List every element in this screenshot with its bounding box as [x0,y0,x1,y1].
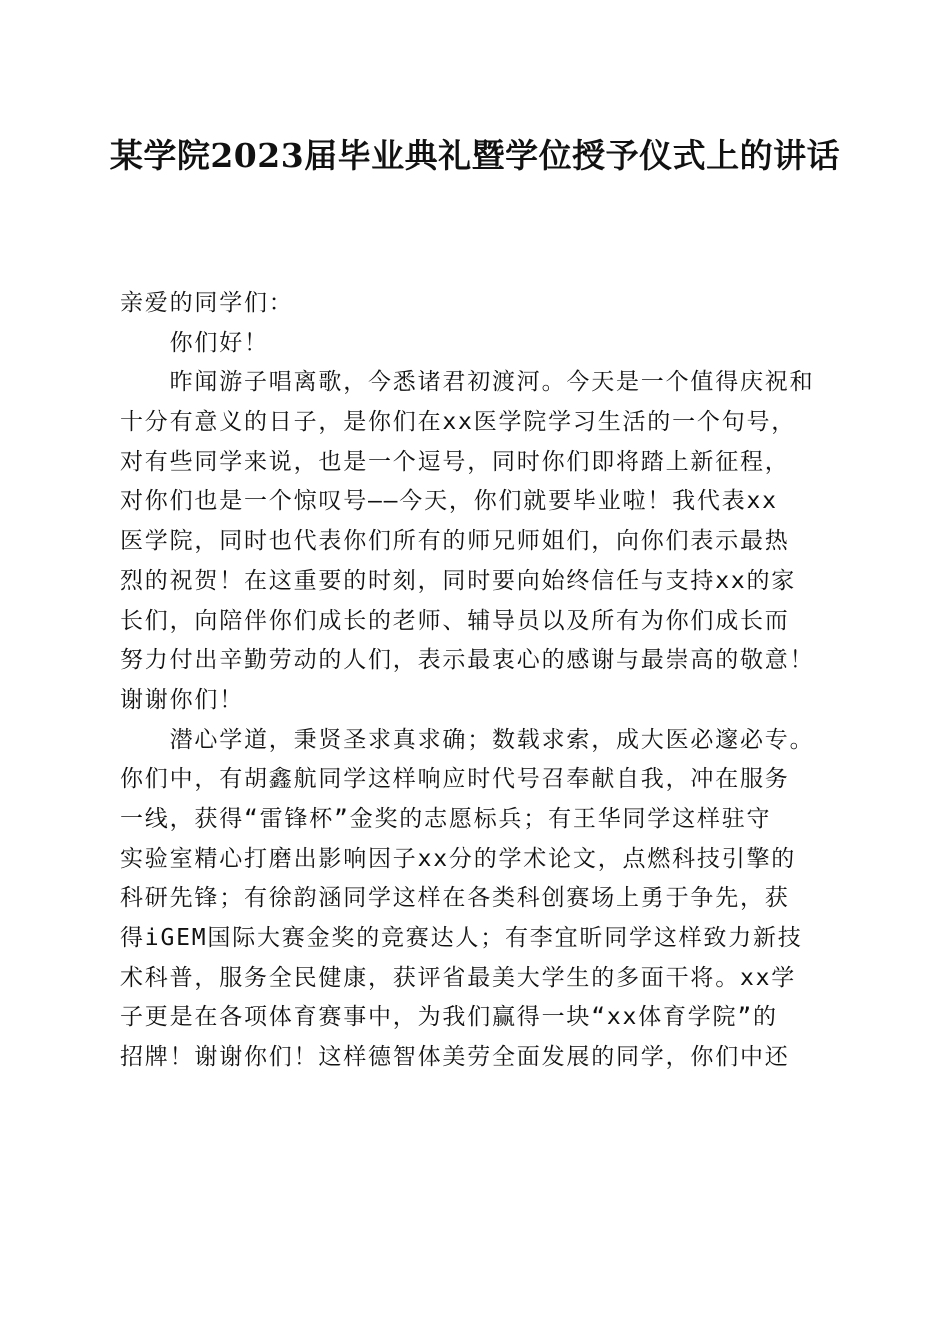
body-line: 招牌！谢谢你们！这样德智体美劳全面发展的同学，你们中还 [120,1044,790,1071]
body-line: 实验室精心打磨出影响因子xx分的学术论文，点燃科技引擎的 [120,845,797,872]
body-line: 你们好！ [120,329,269,356]
page-title: 某学院2023届毕业典礼暨学位授予仪式上的讲话 [109,136,841,175]
body-line: 一线，获得“雷锋杯”金奖的志愿标兵；有王华同学这样驻守 [120,805,772,832]
body-line: 努力付出辛勤劳动的人们，表示最衷心的感谢与最崇高的敬意！ [120,647,815,674]
body-line: 昨闻游子唱离歌，今悉诸君初渡河。今天是一个值得庆祝和 [120,369,815,396]
body-line: 对你们也是一个惊叹号——今天，你们就要毕业啦！我代表xx [120,488,778,515]
body-line: 术科普，服务全民健康，获评省最美大学生的多面干将。xx学 [120,964,797,991]
body-line: 十分有意义的日子，是你们在xx医学院学习生活的一个句号， [120,409,797,436]
body-line: 谢谢你们！ [120,686,244,713]
document-body [120,284,840,1078]
body-line: 烈的祝贺！在这重要的时刻，同时要向始终信任与支持xx的家 [120,567,797,594]
body-line: 亲爱的同学们： [120,290,294,316]
body-line: 得iGEM国际大赛金奖的竞赛达人；有李宜昕同学这样致力新技 [120,925,803,951]
body-line: 对有些同学来说，也是一个逗号，同时你们即将踏上新征程， [120,448,790,475]
body-line: 长们，向陪伴你们成长的老师、辅导员以及所有为你们成长而 [120,607,790,634]
body-line: 你们中，有胡鑫航同学这样响应时代号召奉献自我，冲在服务 [120,766,790,793]
body-line: 医学院，同时也代表你们所有的师兄师姐们，向你们表示最热 [120,528,790,555]
body-line: 科研先锋；有徐韵涵同学这样在各类科创赛场上勇于争先，获 [120,885,790,912]
body-line: 潜心学道，秉贤圣求真求确；数载求索，成大医必邃必专。 [120,726,815,753]
body-line: 子更是在各项体育赛事中，为我们赢得一块“xx体育学院”的 [120,1004,778,1031]
